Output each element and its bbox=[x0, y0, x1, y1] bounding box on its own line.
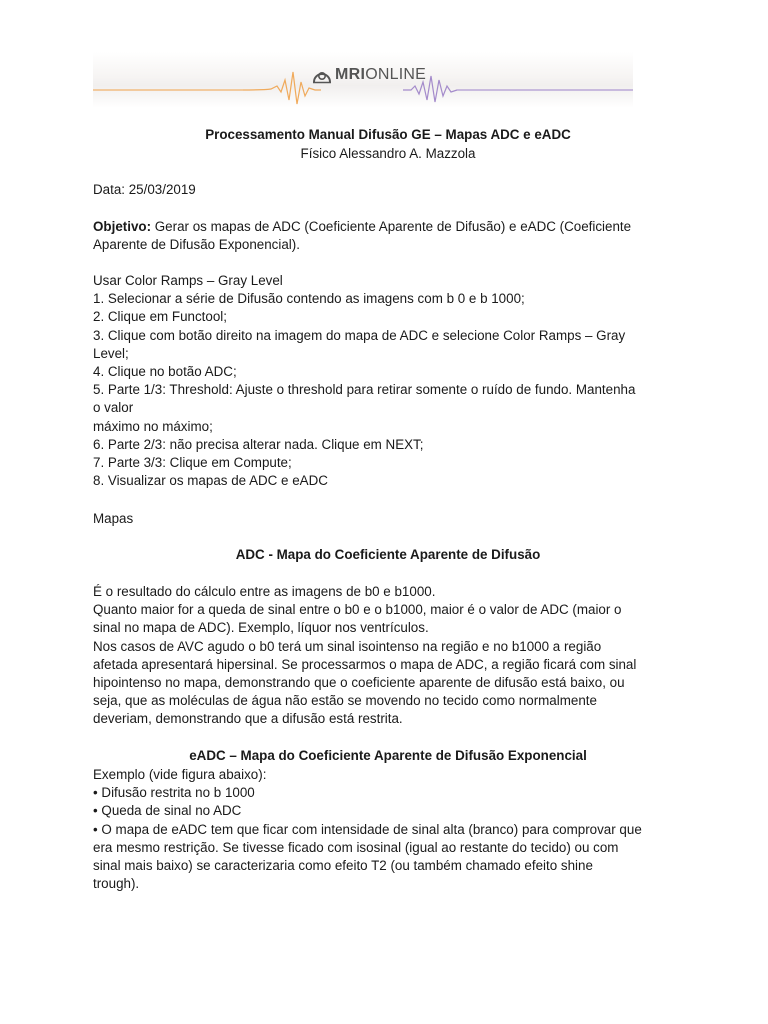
steps-line: 3. Clique com botão direito na imagem do mapa de ADC e selecione Color Ramps – Gray bbox=[93, 327, 626, 343]
objective-paragraph bbox=[93, 218, 683, 254]
header-banner bbox=[93, 52, 633, 108]
steps-line: 5. Parte 1/3: Threshold: Ajuste o threshold para retirar somente o ruído de fundo. Mantenha bbox=[93, 382, 636, 398]
adc-line: Nos casos de AVC agudo o b0 terá um sinal isointenso na região e no b1000 a região bbox=[93, 638, 602, 654]
steps-line: Level; bbox=[93, 345, 129, 361]
steps-line: 2. Clique em Functool; bbox=[93, 309, 227, 325]
adc-line: deveriam, demonstrando que a difusão está restrita. bbox=[93, 711, 403, 727]
adc-line: seja, que as moléculas de água não estão se movendo no tecido como normalmente bbox=[93, 693, 597, 709]
objective-text-line-1: Gerar os mapas de ADC (Coeficiente Aparente de Difusão) e eADC (Coeficiente bbox=[151, 219, 632, 234]
steps-line: máximo no máximo; bbox=[93, 418, 213, 434]
steps-line: 6. Parte 2/3: não precisa alterar nada. Clique em NEXT; bbox=[93, 436, 424, 452]
steps-line: Usar Color Ramps – Gray Level bbox=[93, 273, 283, 288]
adc-line: hipointenso no mapa, demonstrando que o coeficiente aparente de difusão está baixo, ou bbox=[93, 675, 625, 691]
document-date: Data: 25/03/2019 bbox=[93, 182, 196, 197]
adc-line: É o resultado do cálculo entre as imagens de b0 e b1000. bbox=[93, 584, 436, 599]
eadc-line: trough). bbox=[93, 876, 140, 892]
eadc-line: era mesmo restrição. Se tivesse ficado com isosinal (igual ao restante do tecido) ou com bbox=[93, 839, 619, 855]
steps-line: o valor bbox=[93, 400, 134, 416]
eadc-paragraph bbox=[93, 766, 683, 893]
eadc-line: • O mapa de eADC tem que ficar com intensidade de sinal alta (branco) para comprovar que bbox=[93, 821, 642, 837]
brand-logo-bold: MRI bbox=[335, 66, 366, 83]
eadc-line: sinal mais baixo) se caracterizaria como efeito T2 (ou também chamado efeito shine bbox=[93, 858, 593, 874]
adc-line: Quanto maior for a queda de sinal entre o b0 e o b1000, maior é o valor de ADC (maior o bbox=[93, 602, 622, 618]
eadc-line: • Difusão restrita no b 1000 bbox=[93, 785, 255, 801]
eadc-heading: eADC – Mapa do Coeficiente Aparente de Difusão Exponencial bbox=[189, 748, 587, 763]
steps-line: 1. Selecionar a série de Difusão contendo as imagens com b 0 e b 1000; bbox=[93, 291, 525, 307]
adc-paragraph bbox=[93, 583, 683, 729]
adc-line: sinal no mapa de ADC). Exemplo, líquor nos ventrículos. bbox=[93, 620, 429, 636]
eadc-line: Exemplo (vide figura abaixo): bbox=[93, 767, 267, 782]
mri-scanner-icon bbox=[311, 65, 333, 85]
brand-logo-light: ONLINE bbox=[365, 66, 427, 83]
steps-line: 4. Clique no botão ADC; bbox=[93, 364, 237, 380]
objective-label: Objetivo: bbox=[93, 219, 152, 234]
brand-logo bbox=[335, 65, 426, 85]
document-author: Físico Alessandro A. Mazzola bbox=[300, 146, 476, 161]
eadc-line: • Queda de sinal no ADC bbox=[93, 803, 242, 819]
steps-line: 8. Visualizar os mapas de ADC e eADC bbox=[93, 473, 328, 489]
adc-heading: ADC - Mapa do Coeficiente Aparente de Difusão bbox=[235, 547, 541, 562]
maps-label: Mapas bbox=[93, 511, 134, 526]
steps-line: 7. Parte 3/3: Clique em Compute; bbox=[93, 455, 292, 471]
objective-text-line-2: Aparente de Difusão Exponencial). bbox=[93, 237, 300, 253]
document-title: Processamento Manual Difusão GE – Mapas ADC e eADC bbox=[205, 127, 571, 142]
adc-line: afetada apresentará hipersinal. Se processarmos o mapa de ADC, a região ficará com sinal bbox=[93, 656, 637, 672]
steps-list bbox=[93, 272, 683, 490]
